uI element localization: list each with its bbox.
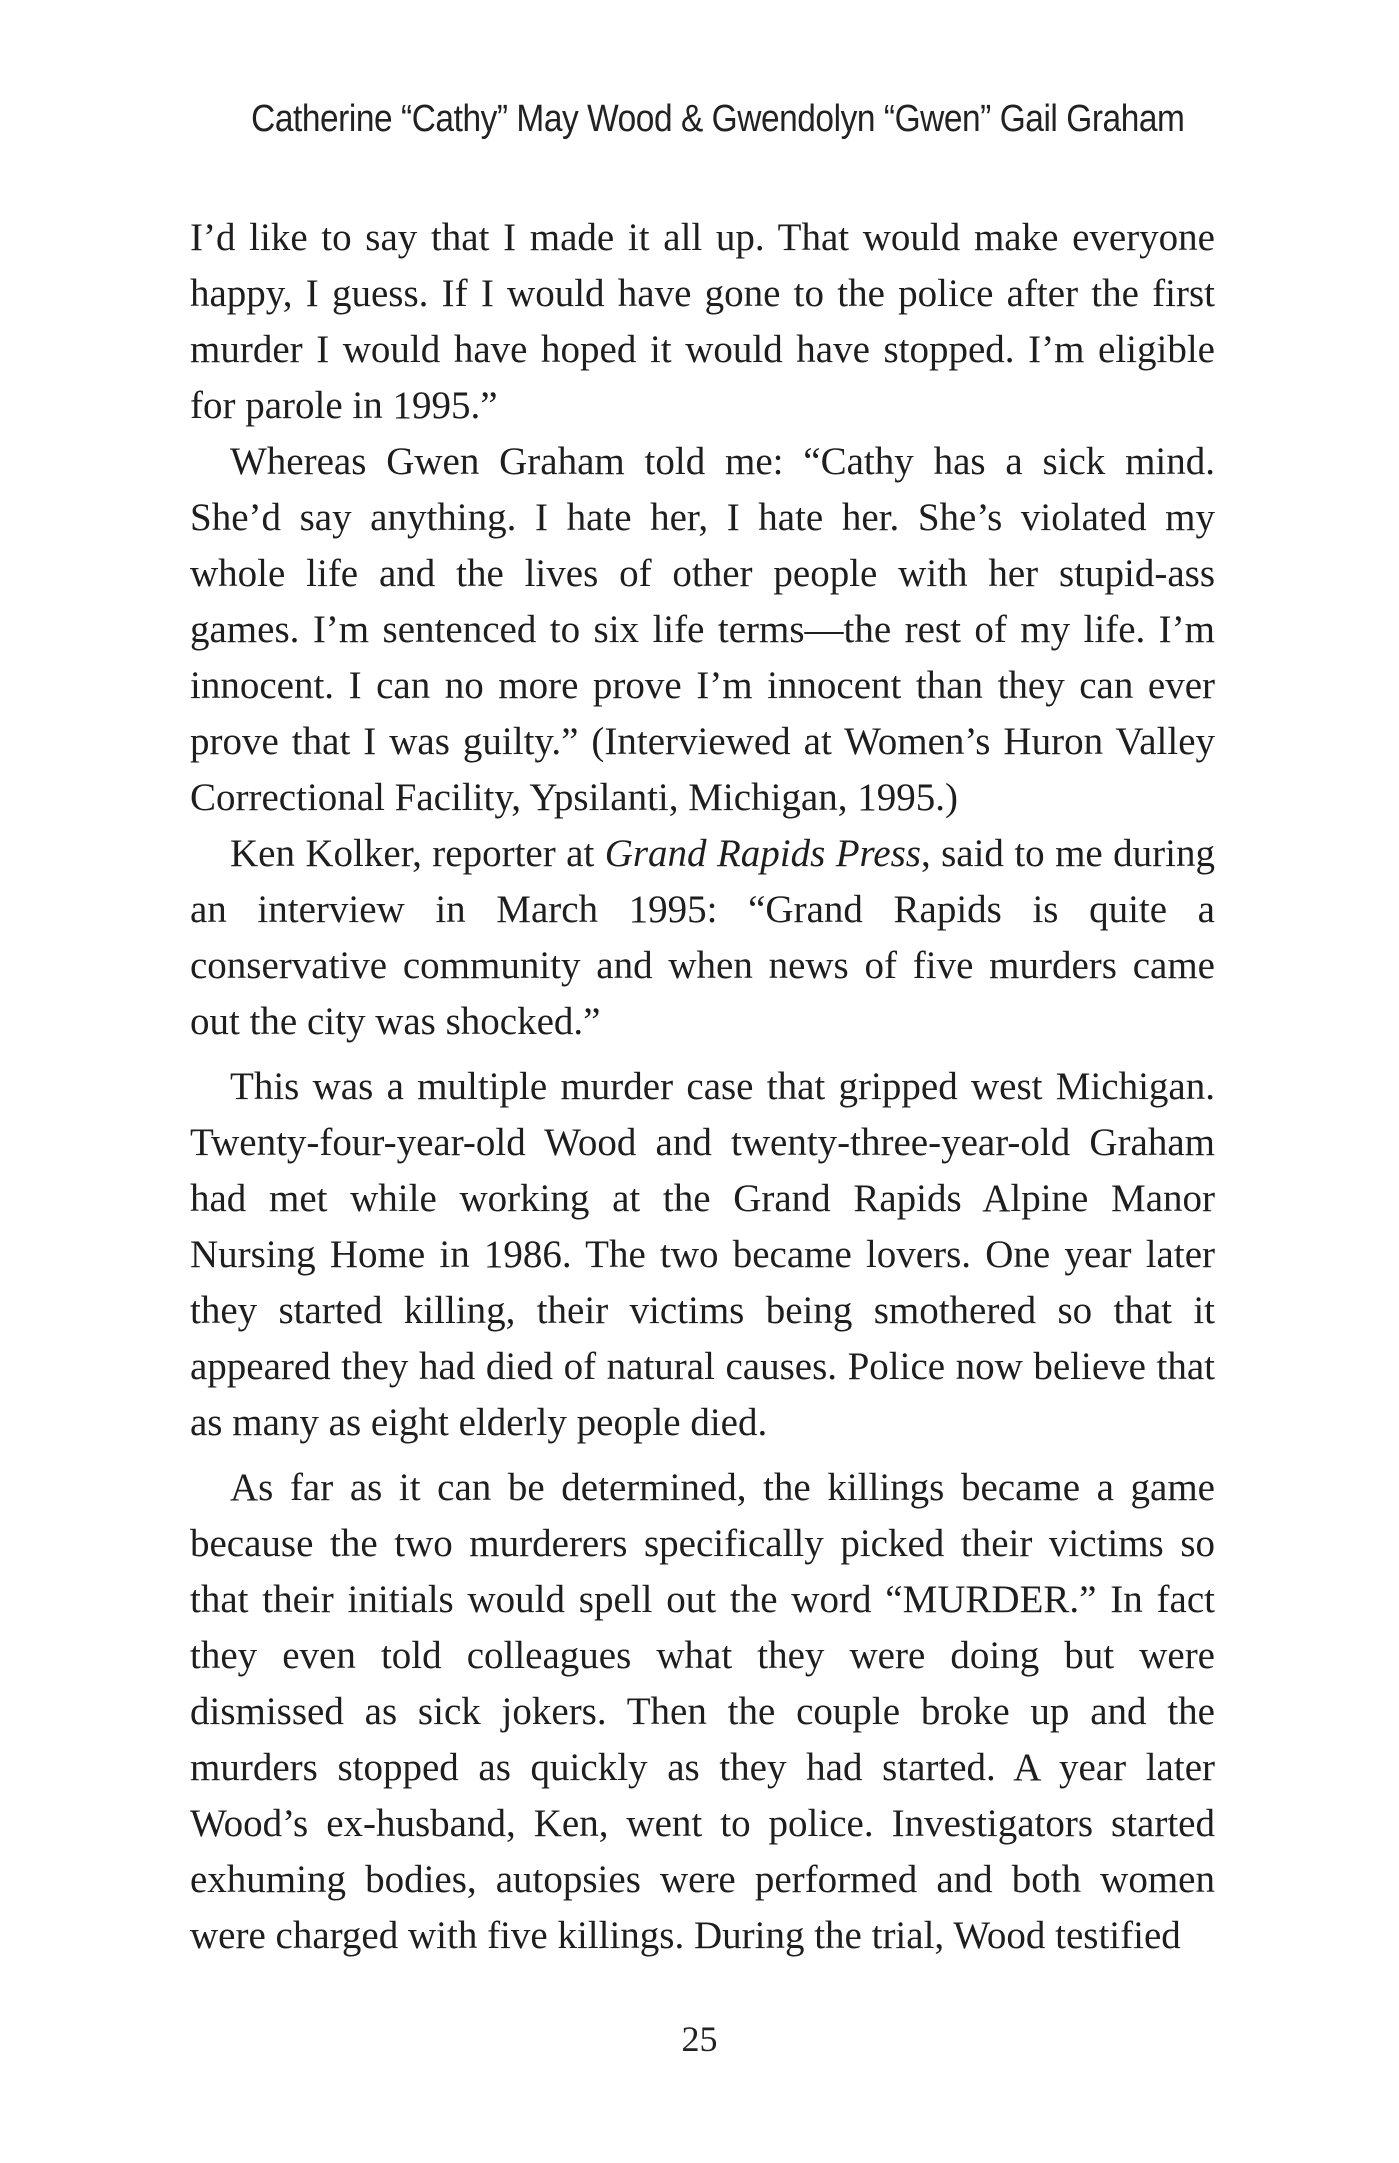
newspaper-title: Grand Rapids Press	[604, 832, 921, 875]
paragraph-3	[190, 826, 1215, 1050]
running-head: Catherine “Cathy” May Wood & Gwendolyn “Gwen” Gail Graham	[251, 98, 1185, 140]
paragraph-1: I’d like to say that I made it all up. That would make everyone happy, I guess. If I would have gone to the police after the first murder I would have hoped it would have stopped. I’m eligible for parole in 1995.”	[190, 216, 1215, 427]
body-text	[190, 210, 1215, 1964]
paragraph-5: As far as it can be determined, the killings became a game because the two murderers specifically picked their victims so that their initials would spell out the word “MURDER.” In fact they even told colleagues what they were doing but were dismissed as sick jokers. Then the couple broke up and the murders stopped as quickly as they had started. A year later Wood’s ex-husband, Ken, went to police. Investigators started exhuming bodies, autopsies were performed and both women were charged with five killings. During the trial, Wood testified	[190, 1466, 1215, 1957]
paragraph-2: Whereas Gwen Graham told me: “Cathy has a sick mind. She’d say anything. I hate her, I hate her. She’s violated my whole life and the lives of other people with her stupid-ass games. I’m sentenced to six life terms—the rest of my life. I’m innocent. I can no more prove I’m innocent than they can ever prove that I was guilty.” (Interviewed at Women’s Huron Valley Correctional Facility, Ypsilanti, Michigan, 1995.)	[190, 440, 1215, 819]
paragraph-3-lead: Ken Kolker, reporter at	[230, 832, 605, 875]
paragraph-4: This was a multiple murder case that gripped west Michigan. Twenty-four-year-old Wood and twenty-three-year-old Graham had met while working at the Grand Rapids Alpine Manor Nursing Home in 1986. The two became lovers. One year later they started killing, their victims being smothered so that it appeared they had died of natural causes. Police now believe that as many as eight elderly people died.	[190, 1065, 1215, 1444]
paragraph-3-rest: , said to me during an interview in March 1995: “Grand Rapids is quite a conservative community and when news of five murders came out the city was shocked.”	[190, 832, 1215, 1043]
page-number: 25	[681, 2019, 718, 2059]
